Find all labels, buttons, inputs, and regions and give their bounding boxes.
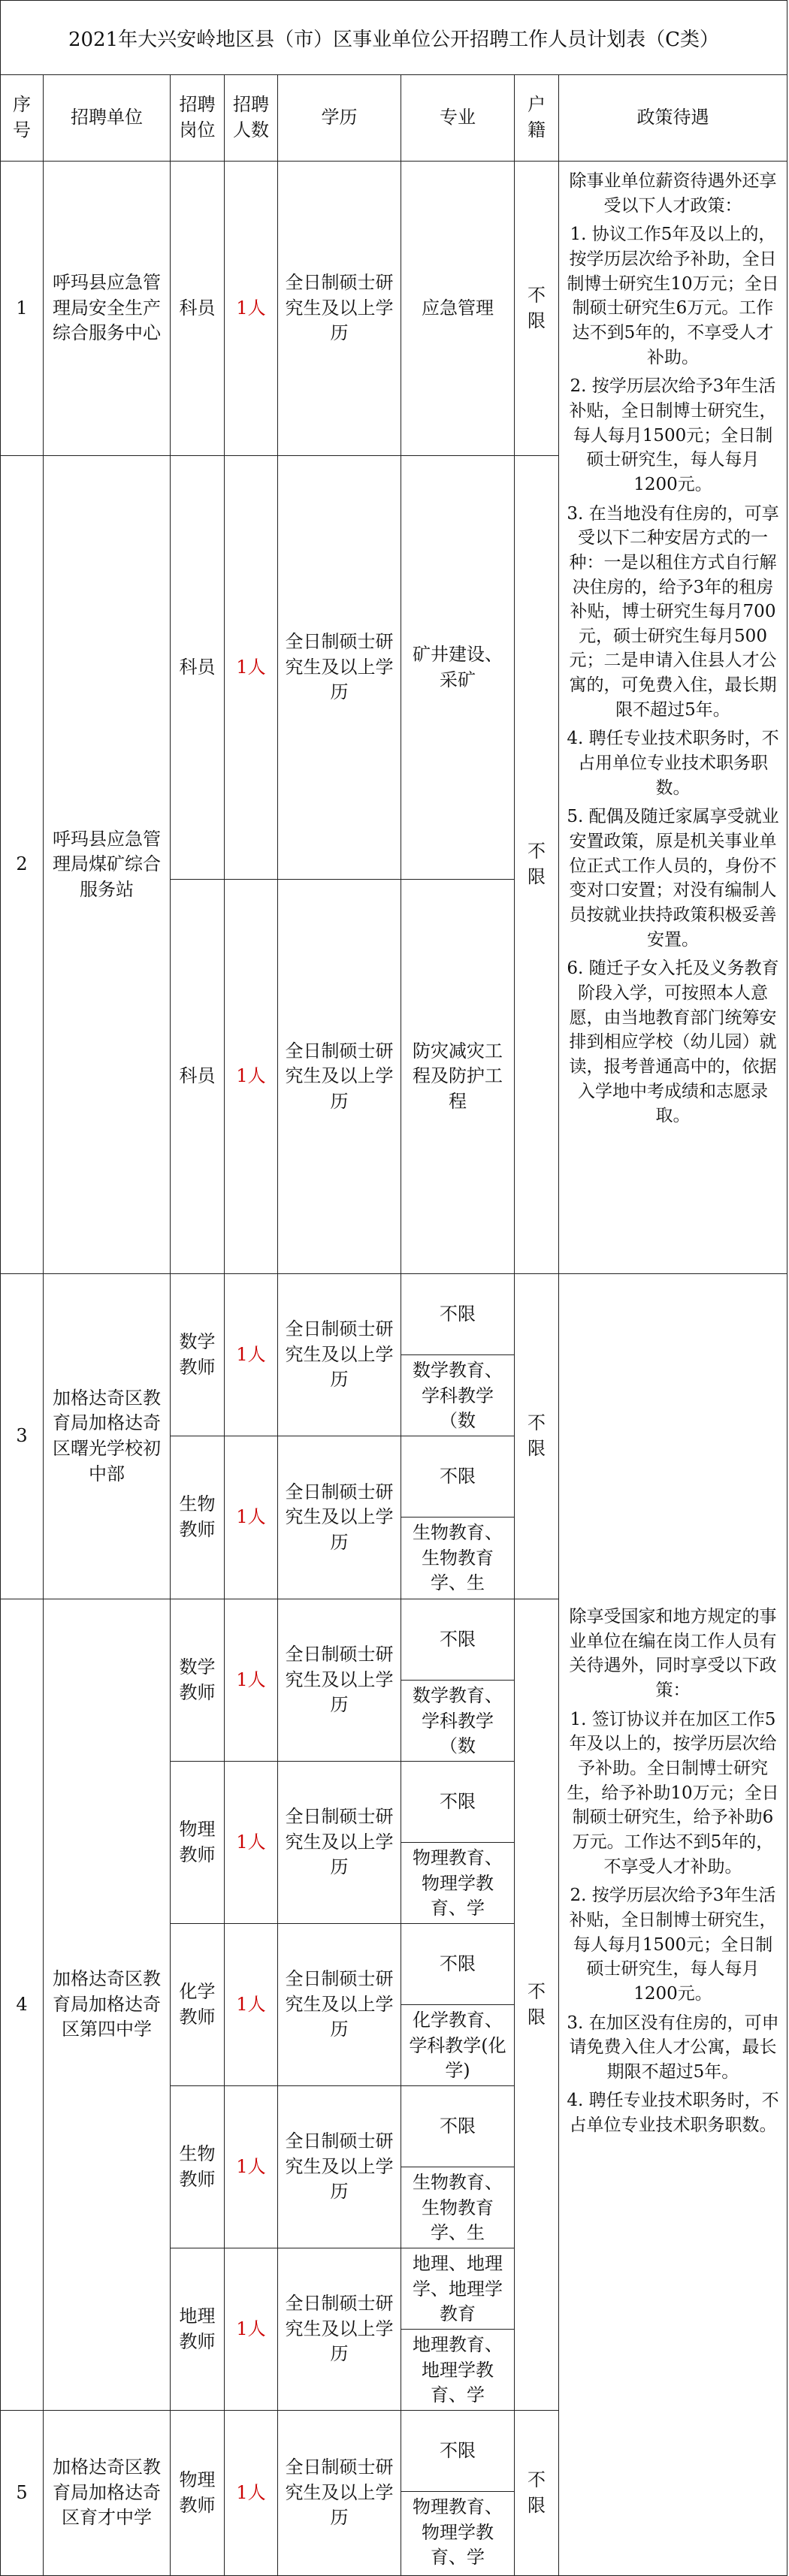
row4d-major-b: 生物教育、生物教育学、生: [401, 2167, 515, 2248]
header-count: 招聘人数: [224, 74, 278, 162]
row4e-count: 1人: [224, 2248, 278, 2411]
row5-major-a: 不限: [401, 2410, 515, 2492]
row2a-count: 1人: [224, 455, 278, 880]
row4a-edu: 全日制硕士研究生及以上学历: [277, 1599, 401, 1762]
row3a-major-a: 不限: [401, 1273, 515, 1355]
row1-major: 应急管理: [401, 161, 515, 456]
row3b-post: 生物教师: [170, 1436, 225, 1599]
row3-seq: 3: [0, 1273, 44, 1599]
row1-edu: 全日制硕士研究生及以上学历: [277, 161, 401, 456]
row2a-edu: 全日制硕士研究生及以上学历: [277, 455, 401, 880]
header-unit: 招聘单位: [43, 74, 171, 162]
policy-a-item-5: 5. 配偶及随迁家属享受就业安置政策，原是机关事业单位正式工作人员的，身份不变对口安置；对没有编制人员按就业扶持政策积极妥善安置。: [567, 807, 779, 950]
row5-unit: 加格达奇区教育局加格达奇区育才中学: [43, 2410, 171, 2576]
policy-b-item-2: 2. 按学历层次给予3年生活补贴，全日制博士研究生，每人每月1500元；全日制硕士研究生，每人每月1200元。: [569, 1886, 777, 2004]
row2b-major: 防灾减灾工程及防护工程: [401, 879, 515, 1274]
row4c-major-b: 化学教育、学科教学(化学): [401, 2004, 515, 2086]
row4a-major-a: 不限: [401, 1599, 515, 1681]
policy-b-item-4: 4. 聘任专业技术职务时，不占单位专业技术职务职数。: [567, 2091, 779, 2136]
row2b-post: 科员: [170, 879, 225, 1274]
row5-count: 1人: [224, 2410, 278, 2576]
header-seq: 序号: [0, 74, 44, 162]
row2b-count: 1人: [224, 879, 278, 1274]
row4e-major-b: 地理教育、地理学教育、学: [401, 2329, 515, 2411]
row4c-count: 1人: [224, 1923, 278, 2086]
policy-a-item-3: 3. 在当地没有住房的，可享受以下二种安居方式的一种：一是以租住方式自行解决住房的，给予3年的租房补贴，博士研究生每月700元，硕士研究生每月500元；二是申请入住县人才公寓的，可免费入住，最长期限不超过5年。: [567, 503, 779, 720]
policy-a-item-6: 6. 随迁子女入托及义务教育阶段入学，可按照本人意愿，由当地教育部门统筹安排到相应学校（幼儿园）就读，报考普通高中的，依据入学地中考成绩和志愿录取。: [567, 959, 779, 1126]
row4d-post: 生物教师: [170, 2085, 225, 2248]
row4b-post: 物理教师: [170, 1761, 225, 1924]
policy-a: [558, 161, 787, 1274]
row3b-major-a: 不限: [401, 1436, 515, 1518]
row4a-post: 数学教师: [170, 1599, 225, 1762]
row4-unit: 加格达奇区教育局加格达奇区第四中学: [43, 1599, 171, 2411]
row4a-count: 1人: [224, 1599, 278, 1762]
row3b-edu: 全日制硕士研究生及以上学历: [277, 1436, 401, 1599]
policy-a-item-1: 1. 协议工作5年及以上的，按学历层次给予补助，全日制博士研究生10万元；全日制硕士研究生6万元。工作达不到5年的，不享受人才补助。: [567, 225, 779, 367]
policy-b-intro: 除享受国家和地方规定的事业单位在编在岗工作人员有关待遇外，同时享受以下政策：: [569, 1607, 777, 1700]
row2-seq: 2: [0, 455, 44, 1274]
policy-b: [558, 1273, 787, 2576]
row4b-major-b: 物理教育、物理学教育、学: [401, 1842, 515, 1924]
row4e-post: 地理教师: [170, 2248, 225, 2411]
row5-hukou: 不限: [514, 2410, 559, 2576]
row2-unit: 呼玛县应急管理局煤矿综合服务站: [43, 455, 171, 1274]
row3a-edu: 全日制硕士研究生及以上学历: [277, 1273, 401, 1436]
row4-hukou: 不限: [514, 1599, 559, 2411]
policy-b-item-1: 1. 签订协议并在加区工作5年及以上的，按学历层次给予补助。全日制博士研究生，给予补助10万元；全日制硕士研究生，给予补助6万元。工作达不到5年的，不享受人才补助。: [567, 1709, 779, 1877]
row4b-count: 1人: [224, 1761, 278, 1924]
header-hukou: 户籍: [514, 74, 559, 162]
row4d-major-a: 不限: [401, 2085, 515, 2167]
row4c-post: 化学教师: [170, 1923, 225, 2086]
header-major: 专业: [401, 74, 515, 162]
row4b-major-a: 不限: [401, 1761, 515, 1843]
row3-unit: 加格达奇区教育局加格达奇区曙光学校初中部: [43, 1273, 171, 1599]
row4a-major-b: 数学教育、学科教学（数: [401, 1680, 515, 1762]
row4c-edu: 全日制硕士研究生及以上学历: [277, 1923, 401, 2086]
row3b-count: 1人: [224, 1436, 278, 1599]
row4b-edu: 全日制硕士研究生及以上学历: [277, 1761, 401, 1924]
policy-b-item-3: 3. 在加区没有住房的，可申请免费入住人才公寓，最长期限不超过5年。: [567, 2013, 779, 2082]
row3a-post: 数学教师: [170, 1273, 225, 1436]
row3b-major-b: 生物教育、生物教育学、生: [401, 1517, 515, 1599]
row4d-edu: 全日制硕士研究生及以上学历: [277, 2085, 401, 2248]
row4-seq: 4: [0, 1599, 44, 2411]
row4d-count: 1人: [224, 2085, 278, 2248]
row4e-edu: 全日制硕士研究生及以上学历: [277, 2248, 401, 2411]
row1-post: 科员: [170, 161, 225, 456]
row4c-major-a: 不限: [401, 1923, 515, 2005]
header-edu: 学历: [277, 74, 401, 162]
row2-hukou: 不限: [514, 455, 559, 1274]
policy-a-item-4: 4. 聘任专业技术职务时，不占用单位专业技术职务职数。: [567, 729, 779, 798]
row1-count: 1人: [224, 161, 278, 456]
row4e-major-a: 地理、地理学、地理学教育: [401, 2248, 515, 2330]
row1-unit: 呼玛县应急管理局安全生产综合服务中心: [43, 161, 171, 456]
row5-post: 物理教师: [170, 2410, 225, 2576]
row1-hukou: 不限: [514, 161, 559, 456]
policy-a-intro: 除事业单位薪资待遇外还享受以下人才政策：: [569, 171, 777, 216]
row5-edu: 全日制硕士研究生及以上学历: [277, 2410, 401, 2576]
row5-major-b: 物理教育、物理学教育、学: [401, 2491, 515, 2576]
page-title: 2021年大兴安岭地区县（市）区事业单位公开招聘工作人员计划表（C类）: [0, 0, 787, 75]
row3a-count: 1人: [224, 1273, 278, 1436]
row3-hukou: 不限: [514, 1273, 559, 1599]
policy-a-item-2: 2. 按学历层次给予3年生活补贴，全日制博士研究生，每人每月1500元；全日制硕士研究生，每人每月1200元。: [569, 376, 777, 494]
header-policy: 政策待遇: [558, 74, 787, 162]
header-post: 招聘岗位: [170, 74, 225, 162]
row2b-edu: 全日制硕士研究生及以上学历: [277, 879, 401, 1274]
row1-seq: 1: [0, 161, 44, 456]
row5-seq: 5: [0, 2410, 44, 2576]
row2a-major: 矿井建设、采矿: [401, 455, 515, 880]
row2a-post: 科员: [170, 455, 225, 880]
row3a-major-b: 数学教育、学科教学（数: [401, 1354, 515, 1436]
